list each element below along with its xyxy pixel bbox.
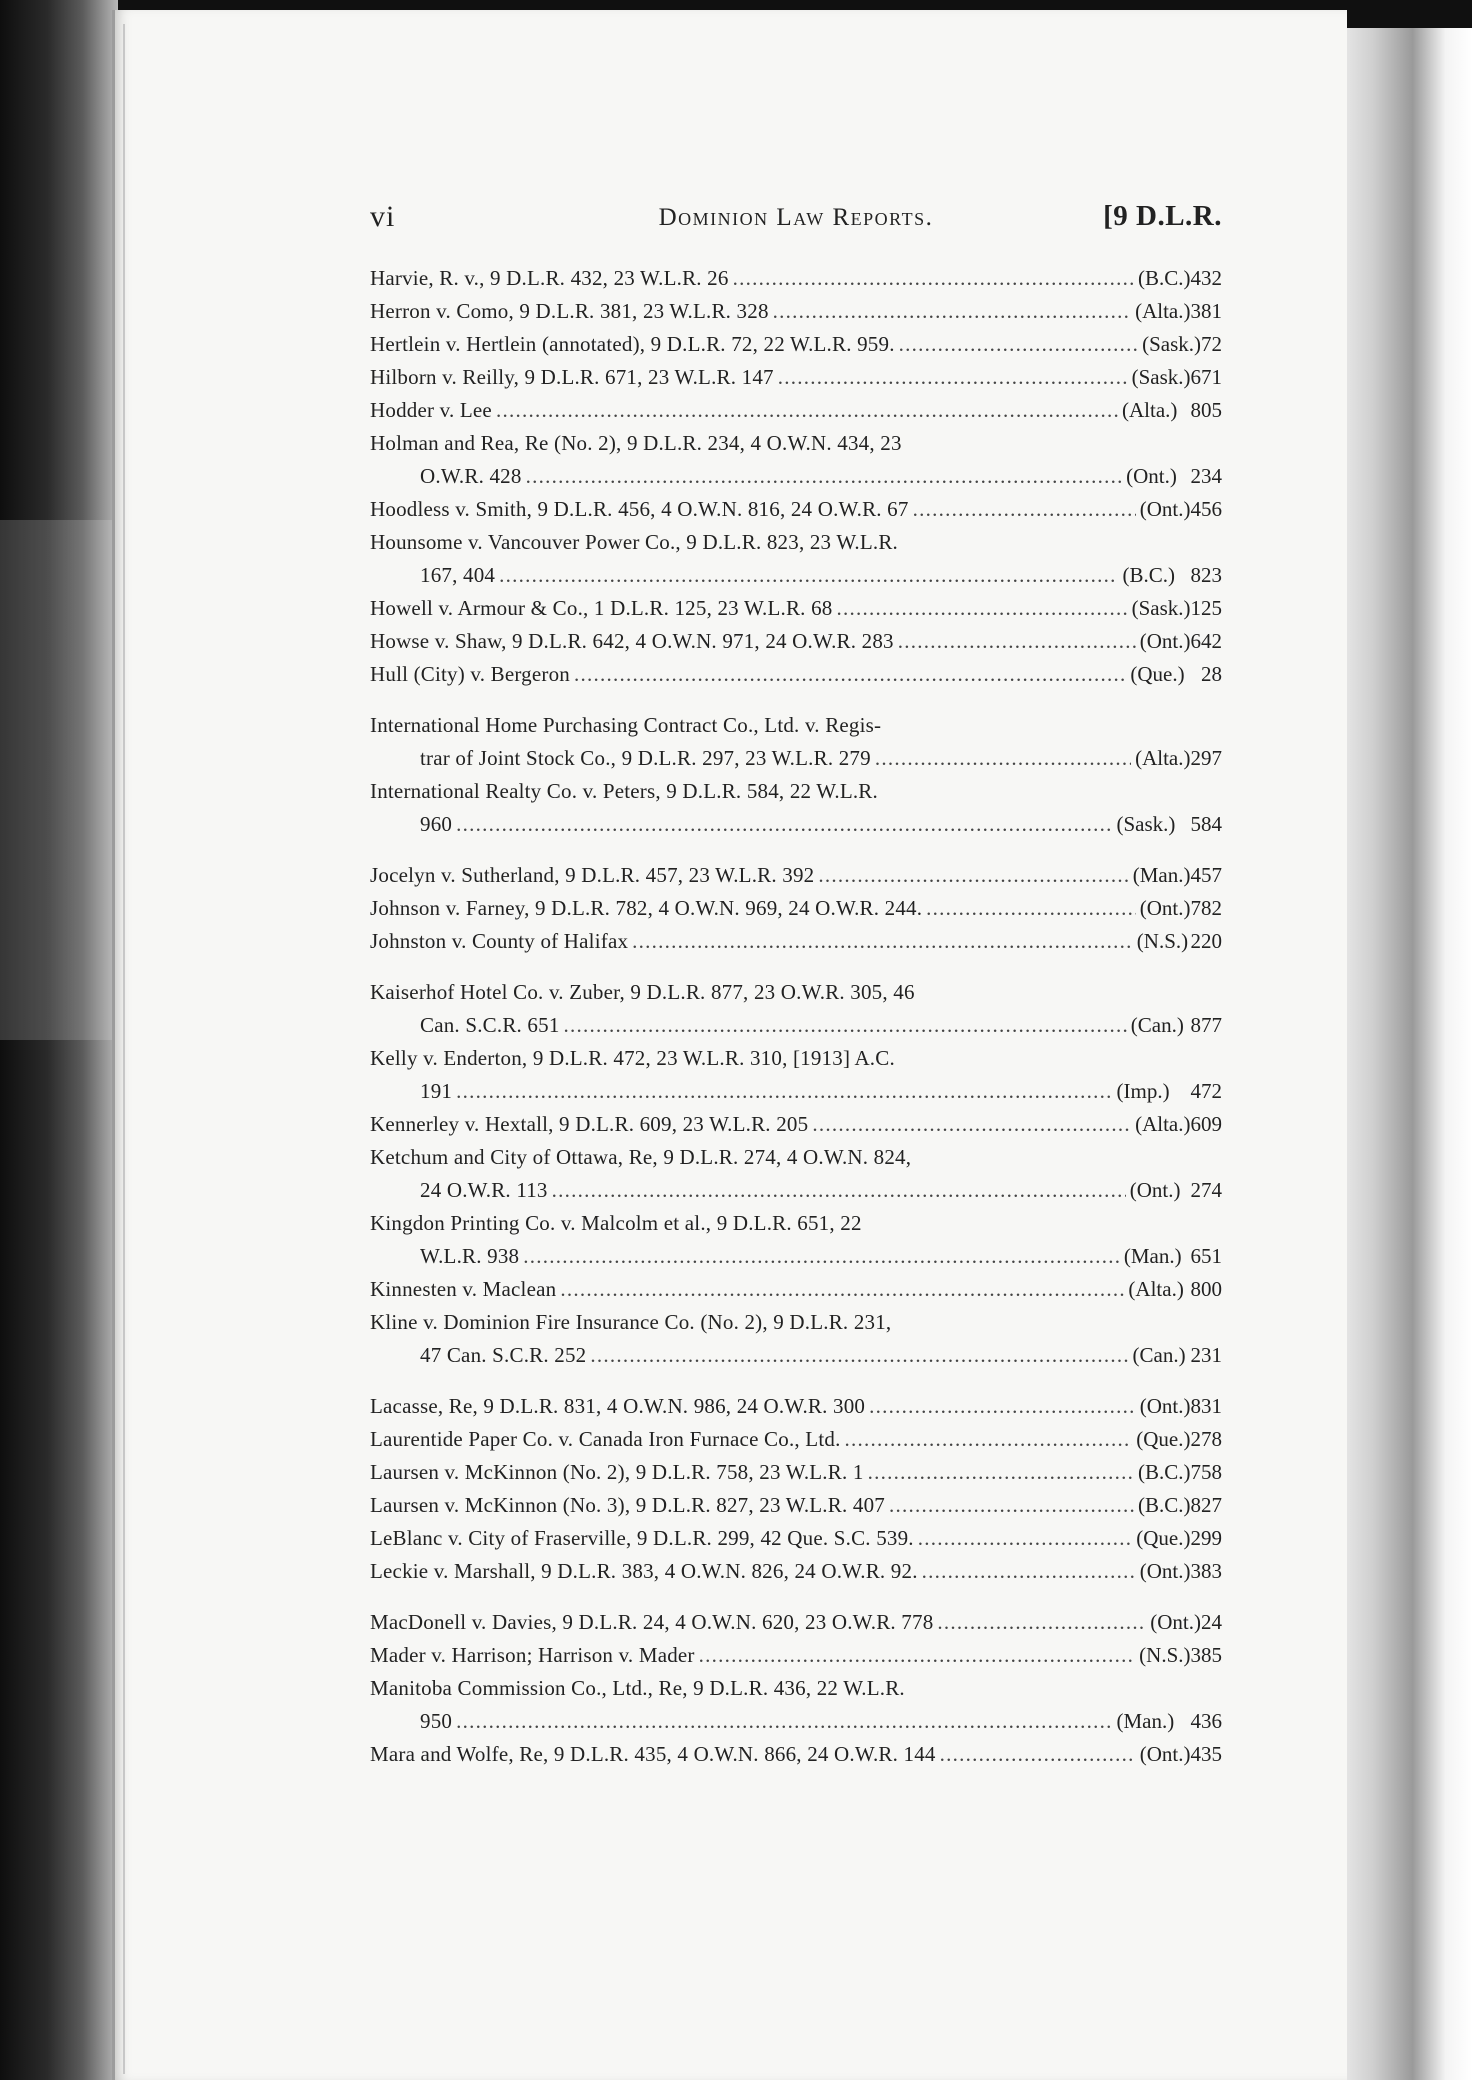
case-citation: Mader v. Harrison; Harrison v. Mader xyxy=(370,1643,695,1667)
court-abbreviation: (Man.) xyxy=(1116,1709,1175,1733)
case-entry xyxy=(370,1273,1222,1306)
dot-leader xyxy=(836,592,1127,625)
case-citation: Hilborn v. Reilly, 9 D.L.R. 671, 23 W.L.R. 147 xyxy=(370,365,774,389)
dot-leader xyxy=(898,625,1136,658)
case-citation: Howell v. Armour & Co., 1 D.L.R. 125, 23 W.L.R. 68 xyxy=(370,596,833,620)
case-entry xyxy=(370,925,1222,958)
page-number: 877 xyxy=(1190,1013,1222,1037)
case-citation: Kaiserhof Hotel Co. v. Zuber, 9 D.L.R. 877, 23 O.W.R. 305, 46 xyxy=(370,980,915,1004)
page-number: 457 xyxy=(1190,863,1222,887)
court-abbreviation: (Sask.) xyxy=(1116,812,1176,836)
case-entry xyxy=(370,625,1222,658)
case-citation: Herron v. Como, 9 D.L.R. 381, 23 W.L.R. 328 xyxy=(370,299,769,323)
dot-leader xyxy=(632,925,1133,958)
case-citation: Laursen v. McKinnon (No. 3), 9 D.L.R. 827, 23 W.L.R. 407 xyxy=(370,1493,885,1517)
case-citation: Can. S.C.R. 651 xyxy=(420,1013,560,1037)
case-entry xyxy=(370,1456,1222,1489)
case-line xyxy=(370,592,1222,625)
case-entry xyxy=(370,262,1222,295)
case-line xyxy=(370,709,1222,742)
page-number: 28 xyxy=(1201,662,1222,686)
case-line xyxy=(370,1306,1222,1339)
case-line xyxy=(370,493,1222,526)
book-binding xyxy=(0,0,118,2080)
dot-leader xyxy=(937,1606,1146,1639)
table-of-cases xyxy=(370,262,1222,1771)
court-abbreviation: (Imp.) xyxy=(1116,1079,1170,1103)
case-line xyxy=(370,361,1222,394)
case-citation: 950 xyxy=(420,1709,453,1733)
page-number: 651 xyxy=(1190,1244,1222,1268)
page-number: 125 xyxy=(1190,596,1222,620)
case-line xyxy=(370,1273,1222,1306)
case-line xyxy=(370,1207,1222,1240)
dot-leader xyxy=(523,1240,1120,1273)
dot-leader xyxy=(778,361,1128,394)
page-number: 827 xyxy=(1190,1493,1222,1517)
dot-leader xyxy=(918,1522,1133,1555)
case-line xyxy=(370,925,1222,958)
dot-leader xyxy=(456,1705,1112,1738)
page-number: 274 xyxy=(1190,1178,1222,1202)
page-number: 432 xyxy=(1190,266,1222,290)
page-margin-line xyxy=(123,24,125,2074)
dot-leader xyxy=(526,460,1123,493)
case-entry xyxy=(370,295,1222,328)
court-abbreviation: (N.S.) xyxy=(1136,929,1189,953)
case-line xyxy=(370,625,1222,658)
page-number: 278 xyxy=(1190,1427,1222,1451)
page-number: 800 xyxy=(1190,1277,1222,1301)
case-citation: Mara and Wolfe, Re, 9 D.L.R. 435, 4 O.W.N. 866, 24 O.W.R. 144 xyxy=(370,1742,936,1766)
case-citation: Hoodless v. Smith, 9 D.L.R. 456, 4 O.W.N. 816, 24 O.W.R. 67 xyxy=(370,497,909,521)
page-number: 782 xyxy=(1190,896,1222,920)
case-continuation-line xyxy=(370,559,1222,592)
page-number: 456 xyxy=(1190,497,1222,521)
case-line xyxy=(370,1606,1222,1639)
court-abbreviation: (Can.) xyxy=(1132,1343,1186,1367)
court-abbreviation: (Que.) xyxy=(1130,662,1185,686)
dot-leader xyxy=(699,1639,1136,1672)
case-entry xyxy=(370,526,1222,592)
court-abbreviation: (N.S.) xyxy=(1139,1643,1191,1667)
court-abbreviation: (B.C.) xyxy=(1138,1460,1191,1484)
case-line xyxy=(370,295,1222,328)
case-continuation-line xyxy=(370,1075,1222,1108)
case-citation: Kelly v. Enderton, 9 D.L.R. 472, 23 W.L.R. 310, [1913] A.C. xyxy=(370,1046,895,1070)
dot-leader xyxy=(773,295,1131,328)
page-folio: vi xyxy=(370,200,396,233)
case-entry xyxy=(370,493,1222,526)
page-number: 435 xyxy=(1190,1742,1222,1766)
case-citation: 47 Can. S.C.R. 252 xyxy=(420,1343,587,1367)
court-abbreviation: (Ont.) xyxy=(1150,1610,1201,1634)
dot-leader xyxy=(940,1738,1136,1771)
page-number: 642 xyxy=(1190,629,1222,653)
case-line xyxy=(370,526,1222,559)
court-abbreviation: (Ont.) xyxy=(1126,464,1177,488)
court-abbreviation: (Ont.) xyxy=(1129,1178,1181,1202)
case-citation: Lacasse, Re, 9 D.L.R. 831, 4 O.W.N. 986, 24 O.W.R. 300 xyxy=(370,1394,866,1418)
dot-leader xyxy=(899,328,1138,361)
dot-leader xyxy=(564,1009,1127,1042)
case-line xyxy=(370,1522,1222,1555)
case-entry xyxy=(370,658,1222,691)
case-continuation-line xyxy=(370,1240,1222,1273)
page-number: 609 xyxy=(1190,1112,1222,1136)
case-continuation-line xyxy=(370,460,1222,493)
case-entry xyxy=(370,1738,1222,1771)
case-line xyxy=(370,976,1222,1009)
page-number: 231 xyxy=(1190,1343,1222,1367)
case-entry xyxy=(370,1423,1222,1456)
case-continuation-line xyxy=(370,1705,1222,1738)
page-number: 831 xyxy=(1190,1394,1222,1418)
case-line xyxy=(370,658,1222,691)
case-line xyxy=(370,859,1222,892)
case-citation: Hertlein v. Hertlein (annotated), 9 D.L.R. 72, 22 W.L.R. 959. xyxy=(370,332,895,356)
case-entry xyxy=(370,1489,1222,1522)
court-abbreviation: (Ont.) xyxy=(1139,629,1191,653)
court-abbreviation: (Can.) xyxy=(1130,1013,1184,1037)
case-citation: Jocelyn v. Sutherland, 9 D.L.R. 457, 23 W.L.R. 392 xyxy=(370,863,815,887)
court-abbreviation: (Man.) xyxy=(1123,1244,1182,1268)
case-entry xyxy=(370,1522,1222,1555)
case-entry xyxy=(370,1555,1222,1588)
case-entry xyxy=(370,592,1222,625)
case-line xyxy=(370,1672,1222,1705)
page-number: 805 xyxy=(1190,398,1222,422)
case-line xyxy=(370,1042,1222,1075)
dot-leader xyxy=(812,1108,1131,1141)
case-citation: Laursen v. McKinnon (No. 2), 9 D.L.R. 758, 23 W.L.R. 1 xyxy=(370,1460,864,1484)
case-citation: Kennerley v. Hextall, 9 D.L.R. 609, 23 W.L.R. 205 xyxy=(370,1112,809,1136)
case-citation: 167, 404 xyxy=(420,563,496,587)
case-citation: O.W.R. 428 xyxy=(420,464,522,488)
case-entry xyxy=(370,328,1222,361)
court-abbreviation: (Sask.) xyxy=(1142,332,1201,356)
case-entry xyxy=(370,1141,1222,1207)
case-line xyxy=(370,1738,1222,1771)
dot-leader xyxy=(456,808,1112,841)
case-line xyxy=(370,1639,1222,1672)
dot-leader xyxy=(926,892,1136,925)
volume-label: [9 D.L.R. xyxy=(1103,200,1222,232)
page-number: 299 xyxy=(1190,1526,1222,1550)
case-entry xyxy=(370,976,1222,1042)
court-abbreviation: (Ont.) xyxy=(1139,1394,1191,1418)
case-entry xyxy=(370,1042,1222,1108)
case-citation: MacDonell v. Davies, 9 D.L.R. 24, 4 O.W.N. 620, 23 O.W.R. 778 xyxy=(370,1610,934,1634)
dot-leader xyxy=(875,742,1131,775)
dot-leader xyxy=(733,262,1134,295)
court-abbreviation: (Alta.) xyxy=(1135,746,1191,770)
page-number: 220 xyxy=(1190,929,1222,953)
case-line xyxy=(370,892,1222,925)
case-line xyxy=(370,1489,1222,1522)
case-entry xyxy=(370,775,1222,841)
page-number: 234 xyxy=(1190,464,1222,488)
page-number: 297 xyxy=(1190,746,1222,770)
case-citation: 960 xyxy=(420,812,453,836)
page-number: 381 xyxy=(1190,299,1222,323)
case-citation: Ketchum and City of Ottawa, Re, 9 D.L.R. 274, 4 O.W.N. 824, xyxy=(370,1145,912,1169)
case-entry xyxy=(370,1639,1222,1672)
case-continuation-line xyxy=(370,1009,1222,1042)
dot-leader xyxy=(552,1174,1126,1207)
case-continuation-line xyxy=(370,1174,1222,1207)
dot-leader xyxy=(590,1339,1128,1372)
case-entry xyxy=(370,1390,1222,1423)
court-abbreviation: (Alta.) xyxy=(1135,1112,1191,1136)
case-entry xyxy=(370,1672,1222,1738)
case-continuation-line xyxy=(370,1339,1222,1372)
court-abbreviation: (Ont.) xyxy=(1139,1559,1191,1583)
dot-leader xyxy=(456,1075,1112,1108)
page-number: 72 xyxy=(1201,332,1222,356)
dot-leader xyxy=(869,1390,1136,1423)
dot-leader xyxy=(560,1273,1124,1306)
court-abbreviation: (Alta.) xyxy=(1122,398,1178,422)
court-abbreviation: (Alta.) xyxy=(1128,1277,1184,1301)
case-citation: Kline v. Dominion Fire Insurance Co. (No. 2), 9 D.L.R. 231, xyxy=(370,1310,892,1334)
case-line xyxy=(370,1555,1222,1588)
case-continuation-line xyxy=(370,808,1222,841)
page-number: 671 xyxy=(1190,365,1222,389)
case-citation: Laurentide Paper Co. v. Canada Iron Furnace Co., Ltd. xyxy=(370,1427,841,1451)
case-line xyxy=(370,394,1222,427)
page-number: 584 xyxy=(1190,812,1222,836)
dot-leader xyxy=(818,859,1128,892)
dot-leader xyxy=(574,658,1126,691)
case-entry xyxy=(370,709,1222,775)
dot-leader xyxy=(868,1456,1134,1489)
court-abbreviation: (Que.) xyxy=(1136,1427,1191,1451)
court-abbreviation: (B.C.) xyxy=(1138,266,1191,290)
case-entry xyxy=(370,892,1222,925)
case-citation: Kingdon Printing Co. v. Malcolm et al., 9 D.L.R. 651, 22 xyxy=(370,1211,862,1235)
case-citation: Howse v. Shaw, 9 D.L.R. 642, 4 O.W.N. 971, 24 O.W.R. 283 xyxy=(370,629,894,653)
dot-leader xyxy=(889,1489,1134,1522)
case-entry xyxy=(370,859,1222,892)
court-abbreviation: (Sask.) xyxy=(1131,596,1191,620)
case-continuation-line xyxy=(370,742,1222,775)
case-line xyxy=(370,775,1222,808)
court-abbreviation: (Man.) xyxy=(1132,863,1191,887)
dot-leader xyxy=(845,1423,1133,1456)
case-citation: Johnston v. County of Halifax xyxy=(370,929,629,953)
case-citation: W.L.R. 938 xyxy=(420,1244,520,1268)
page-number: 823 xyxy=(1190,563,1222,587)
case-entry xyxy=(370,1606,1222,1639)
case-citation: Harvie, R. v., 9 D.L.R. 432, 23 W.L.R. 26 xyxy=(370,266,729,290)
page-number: 24 xyxy=(1201,1610,1222,1634)
page-number: 758 xyxy=(1190,1460,1222,1484)
case-entry xyxy=(370,1207,1222,1273)
court-abbreviation: (Ont.) xyxy=(1139,1742,1191,1766)
court-abbreviation: (Que.) xyxy=(1136,1526,1191,1550)
case-line xyxy=(370,427,1222,460)
case-citation: Johnson v. Farney, 9 D.L.R. 782, 4 O.W.N. 969, 24 O.W.R. 244. xyxy=(370,896,923,920)
case-entry xyxy=(370,361,1222,394)
case-citation: Holman and Rea, Re (No. 2), 9 D.L.R. 234, 4 O.W.N. 434, 23 xyxy=(370,431,902,455)
case-line xyxy=(370,1108,1222,1141)
court-abbreviation: (Alta.) xyxy=(1135,299,1191,323)
dot-leader xyxy=(496,394,1118,427)
case-citation: 24 O.W.R. 113 xyxy=(420,1178,548,1202)
case-line xyxy=(370,1423,1222,1456)
case-citation: Hounsome v. Vancouver Power Co., 9 D.L.R. 823, 23 W.L.R. xyxy=(370,530,899,554)
case-line xyxy=(370,328,1222,361)
case-citation: Leckie v. Marshall, 9 D.L.R. 383, 4 O.W.N. 826, 24 O.W.R. 92. xyxy=(370,1559,918,1583)
court-abbreviation: (B.C.) xyxy=(1122,563,1175,587)
case-citation: Hull (City) v. Bergeron xyxy=(370,662,570,686)
page-number: 436 xyxy=(1190,1709,1222,1733)
case-entry xyxy=(370,427,1222,493)
court-abbreviation: (Ont.) xyxy=(1139,896,1191,920)
case-citation: International Realty Co. v. Peters, 9 D.L.R. 584, 22 W.L.R. xyxy=(370,779,878,803)
court-abbreviation: (Sask.) xyxy=(1131,365,1191,389)
case-line xyxy=(370,262,1222,295)
dot-leader xyxy=(913,493,1136,526)
case-citation: 191 xyxy=(420,1079,453,1103)
running-header xyxy=(370,200,1222,240)
case-citation: trar of Joint Stock Co., 9 D.L.R. 297, 23 W.L.R. 279 xyxy=(420,746,871,770)
case-citation: LeBlanc v. City of Fraserville, 9 D.L.R. 299, 42 Que. S.C. 539. xyxy=(370,1526,914,1550)
court-abbreviation: (Ont.) xyxy=(1139,497,1191,521)
dot-leader xyxy=(922,1555,1136,1588)
page-number: 472 xyxy=(1190,1079,1222,1103)
case-citation: International Home Purchasing Contract Co., Ltd. v. Regis- xyxy=(370,713,882,737)
case-line xyxy=(370,1141,1222,1174)
case-entry xyxy=(370,1306,1222,1372)
dot-leader xyxy=(499,559,1118,592)
page-edge xyxy=(1340,28,1472,2080)
court-abbreviation: (B.C.) xyxy=(1138,1493,1191,1517)
case-citation: Hodder v. Lee xyxy=(370,398,492,422)
case-entry xyxy=(370,394,1222,427)
case-citation: Kinnesten v. Maclean xyxy=(370,1277,557,1301)
case-citation: Manitoba Commission Co., Ltd., Re, 9 D.L.R. 436, 22 W.L.R. xyxy=(370,1676,905,1700)
case-line xyxy=(370,1456,1222,1489)
journal-title: Dominion Law Reports. xyxy=(658,204,934,231)
case-line xyxy=(370,1390,1222,1423)
page-number: 383 xyxy=(1190,1559,1222,1583)
page-number: 385 xyxy=(1190,1643,1222,1667)
case-entry xyxy=(370,1108,1222,1141)
